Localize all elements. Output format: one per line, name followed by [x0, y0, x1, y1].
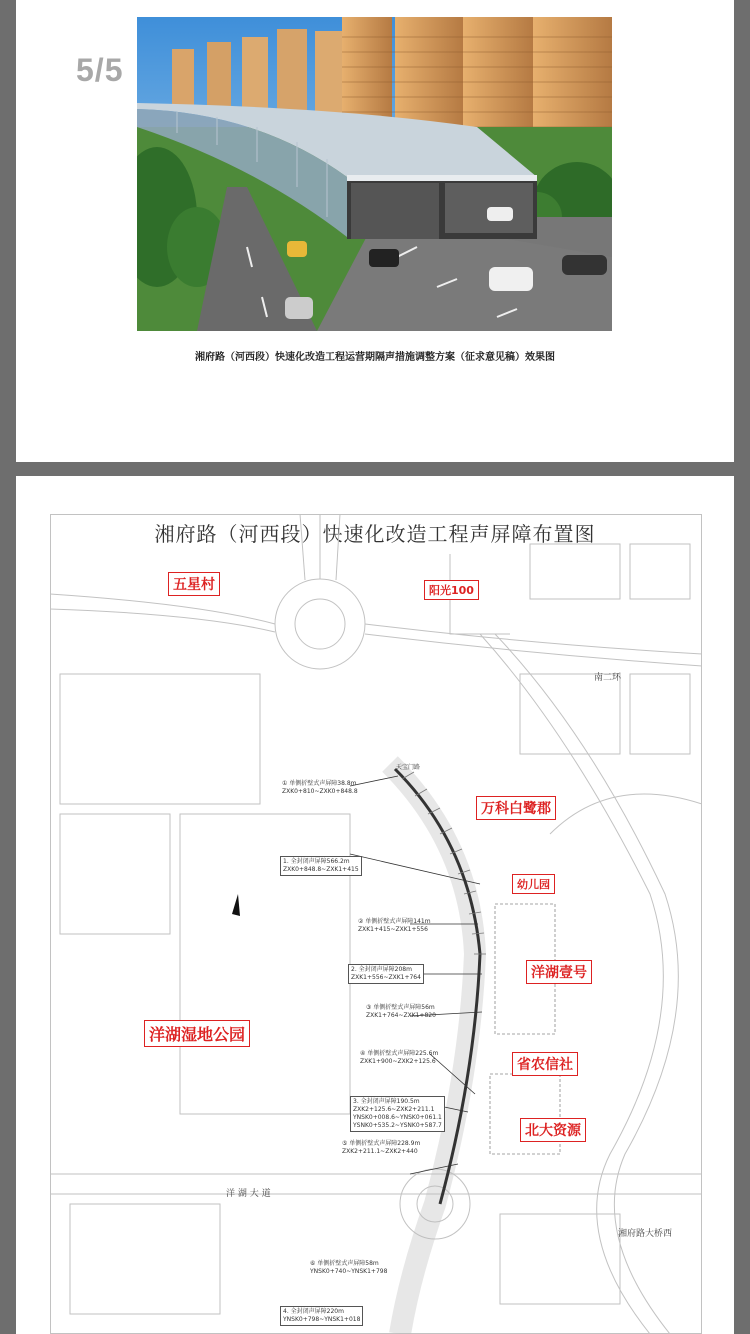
slide-card-layout	[16, 476, 734, 1334]
segment-annotation-9: ⑥ 单侧折壁式声屏障58m YNSK0+740~YNSK1+798	[310, 1260, 388, 1275]
place-beida-resources: 北大资源	[520, 1118, 586, 1142]
place-kindergarten: 幼儿园	[512, 874, 555, 894]
segment-annotation-7: 3. 全封闭声屏障190.5m ZXK2+125.6~ZXK2+211.1 YNSK0+008.6~YNSK0+061.1 YSNK0+535.2~YSNK0+587.7	[350, 1096, 445, 1132]
place-yanghu-wetland-park: 洋湖湿地公园	[144, 1020, 250, 1047]
road-tianbao: 天宝门路	[396, 764, 421, 771]
segment-annotation-10: 4. 全封闭声屏障220m YNSK0+798~YNSK1+018	[280, 1306, 363, 1326]
segment-annotation-3: ② 单侧折壁式声屏障141m ZXK1+415~ZXK1+556	[358, 918, 431, 933]
place-wuxingcun: 五星村	[168, 572, 220, 596]
road-yanghu-dadao: 洋 湖 大 道	[226, 1189, 271, 1199]
segment-annotation-1: ① 单侧折壁式声屏障38.8m ZXK0+810~ZXK0+848.8	[282, 780, 358, 795]
road-nanerhuan: 南二环	[594, 673, 622, 683]
place-vanke-bailujun: 万科白鹭郡	[476, 796, 556, 820]
page-counter: 5/5	[76, 52, 124, 88]
place-yangguang100: 阳光100	[424, 580, 479, 600]
place-yanghu-yihao: 洋湖壹号	[526, 960, 592, 984]
rendering-image	[137, 17, 612, 331]
segment-annotation-2: 1. 全封闭声屏障566.2m ZXK0+848.8~ZXK1+415	[280, 856, 362, 876]
place-nongxin: 省农信社	[512, 1052, 578, 1076]
segment-annotation-8: ⑤ 单侧折壁式声屏障228.9m ZXK2+211.1~ZXK2+440	[342, 1140, 421, 1155]
rendering-caption: 湘府路（河西段）快速化改造工程运营期隔声措施调整方案（征求意见稿）效果图	[195, 352, 555, 363]
segment-annotation-5: ③ 单侧折壁式声屏障56m ZXK1+764~ZXK1+820	[366, 1004, 436, 1019]
segment-annotation-4: 2. 全封闭声屏障208m ZXK1+556~ZXK1+764	[348, 964, 424, 984]
segment-annotation-6: ④ 单侧折壁式声屏障225.6m ZXK1+900~ZXK2+125.6	[360, 1050, 439, 1065]
slide-card-render	[16, 0, 734, 462]
road-bridge-west: 湘府路大桥西	[618, 1229, 673, 1239]
layout-title: 湘府路（河西段）快速化改造工程声屏障布置图	[154, 522, 596, 546]
